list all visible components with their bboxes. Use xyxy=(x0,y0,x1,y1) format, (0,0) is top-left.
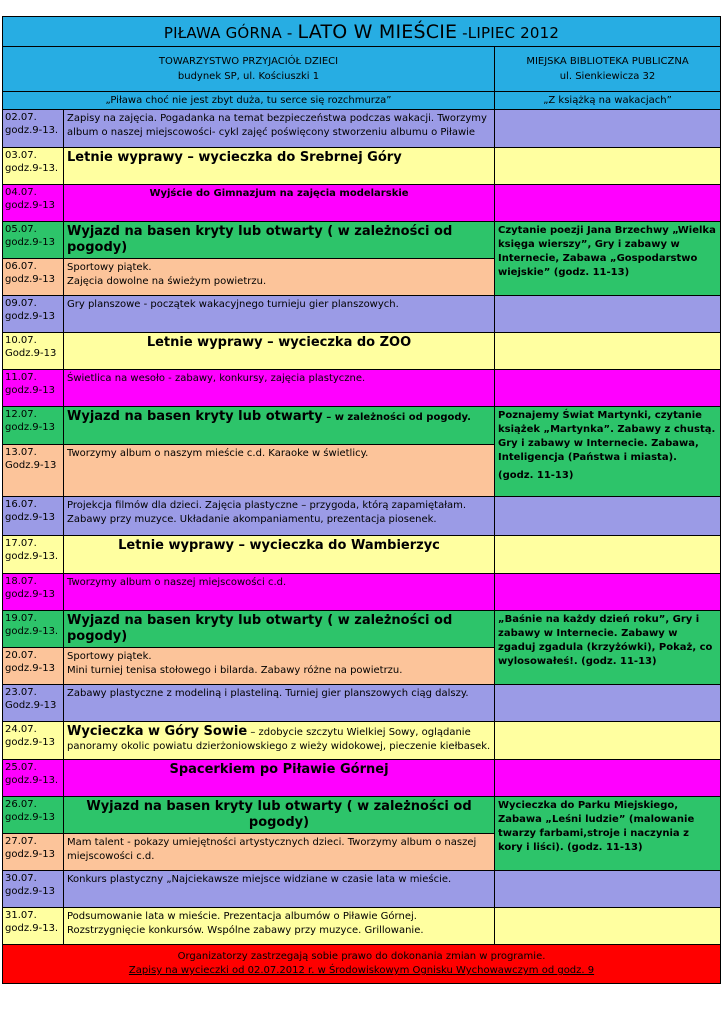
row-activity: Wycieczka w Góry Sowie – zdobycie szczytu Wielkiej Sowy, oglądanie panoramy okolic powiatu dzierżoniowskiego z wieży widokowej, pieczenie kiełbasek. xyxy=(64,722,495,760)
row-date: 27.07. godz.9-13 xyxy=(3,834,64,871)
row-date: 30.07. godz.9-13 xyxy=(3,871,64,908)
library-empty xyxy=(495,908,721,945)
library-empty xyxy=(495,871,721,908)
row-date: 23.07. Godz.9-13 xyxy=(3,685,64,722)
library-empty xyxy=(495,296,721,333)
row-activity: Świetlica na wesoło - zabawy, konkursy, zajęcia plastyczne. xyxy=(64,370,495,407)
library-empty xyxy=(495,148,721,185)
library-empty xyxy=(495,685,721,722)
row-date: 04.07. godz.9-13 xyxy=(3,185,64,222)
row-activity: Konkurs plastyczny „Najciekawsze miejsce widziane w czasie lata w mieście. xyxy=(64,871,495,908)
row-activity: Wyjazd na basen kryty lub otwarty ( w zależności od pogody) xyxy=(64,222,495,259)
row-date: 12.07. godz.9-13 xyxy=(3,407,64,445)
row-activity: Gry planszowe - początek wakacyjnego turnieju gier planszowych. xyxy=(64,296,495,333)
organizer-right-address: ul. Sienkiewicza 32 xyxy=(559,71,656,82)
row-date: 11.07. godz.9-13 xyxy=(3,370,64,407)
row-date: 02.07. godz.9-13. xyxy=(3,110,64,148)
schedule-table xyxy=(2,16,721,984)
motto-left: „Piława choć nie jest zbyt duża, tu serce się rozchmurza” xyxy=(3,92,495,110)
row-activity: Wyjazd na basen kryty lub otwarty ( w zależności od pogody) xyxy=(64,611,495,648)
library-empty xyxy=(495,333,721,370)
row-date: 18.07. godz.9-13 xyxy=(3,574,64,611)
schedule-sheet xyxy=(2,16,720,987)
row-activity: Podsumowanie lata w mieście. Prezentacja albumów o Piławie Górnej. Rozstrzygnięcie konkursów. Wspólne zabawy przy muzyce. Grillowanie. xyxy=(64,908,495,945)
row-date: 06.07. godz.9-13 xyxy=(3,259,64,296)
library-activity: Czytanie poezji Jana Brzechwy „Wielka księga wierszy”, Gry i zabawy w Internecie, Zabawa „Gospodarstwo wiejskie” (godz. 11-13) xyxy=(495,222,721,296)
title-part-3: -LIPIEC 2012 xyxy=(457,23,560,42)
row-activity: Zabawy plastyczne z modeliną i plasteliną. Turniej gier planszowych ciąg dalszy. xyxy=(64,685,495,722)
page-title xyxy=(3,17,721,47)
organizer-right xyxy=(495,47,721,92)
library-empty xyxy=(495,722,721,760)
organizer-left-name: TOWARZYSTWO PRZYJACIÓŁ DZIECI xyxy=(158,56,339,67)
library-empty xyxy=(495,110,721,148)
row-activity: Tworzymy album o naszym mieście c.d. Karaoke w świetlicy. xyxy=(64,445,495,497)
organizer-left xyxy=(3,47,495,92)
library-empty xyxy=(495,497,721,536)
row-date: 05.07. godz.9-13 xyxy=(3,222,64,259)
row-date: 09.07. godz.9-13 xyxy=(3,296,64,333)
library-empty xyxy=(495,760,721,797)
title-part-1: PIŁAWA GÓRNA - xyxy=(163,23,298,42)
row-date: 17.07. godz.9-13. xyxy=(3,536,64,574)
row-activity: Mam talent - pokazy umiejętności artystycznych dzieci. Tworzymy album o naszej miejscowości c.d. xyxy=(64,834,495,871)
title-part-2: LATO W MIEŚCIE xyxy=(297,20,458,43)
row-date: 03.07. godz.9-13. xyxy=(3,148,64,185)
library-activity: Wycieczka do Parku Miejskiego, Zabawa „Leśni ludzie” (malowanie twarzy farbami,stroje i naczynia z kory i liści). (godz. 11-13) xyxy=(495,797,721,871)
row-date: 26.07. godz.9-13 xyxy=(3,797,64,834)
library-activity: „Baśnie na każdy dzień roku”, Gry i zabawy w Internecie. Zabawy w zgaduj zgadula (krzyżówki), Pokaż, co wylosowałeś!. (godz. 11-13) xyxy=(495,611,721,685)
row-date: 16.07. godz.9-13 xyxy=(3,497,64,536)
row-activity: Sportowy piątek. Mini turniej tenisa stołowego i bilarda. Zabawy różne na powietrzu. xyxy=(64,648,495,685)
row-date: 10.07. Godz.9-13 xyxy=(3,333,64,370)
library-empty xyxy=(495,185,721,222)
footer-note xyxy=(3,945,721,984)
row-date: 13.07. Godz.9-13 xyxy=(3,445,64,497)
organizer-left-address: budynek SP, ul. Kościuszki 1 xyxy=(177,71,320,82)
row-activity: Wyjazd na basen kryty lub otwarty ( w zależności od pogody) xyxy=(64,797,495,834)
row-date: 20.07. godz.9-13 xyxy=(3,648,64,685)
row-activity: Letnie wyprawy – wycieczka do Srebrnej Góry xyxy=(64,148,495,185)
footer-registration: Zapisy na wycieczki od 02.07.2012 r. w Środowiskowym Ognisku Wychowawczym od godz. 9 xyxy=(128,965,595,976)
row-date: 31.07. godz.9-13. xyxy=(3,908,64,945)
library-empty xyxy=(495,370,721,407)
library-empty xyxy=(495,536,721,574)
row-date: 19.07. godz.9-13. xyxy=(3,611,64,648)
organizer-right-name: MIEJSKA BIBLIOTEKA PUBLICZNA xyxy=(526,56,689,67)
row-activity: Zapisy na zajęcia. Pogadanka na temat bezpieczeństwa podczas wakacji. Tworzymy album o naszej miejscowości- cykl zajęć poświęcony stworzeniu albumu o Piławie xyxy=(64,110,495,148)
row-activity: Sportowy piątek. Zajęcia dowolne na świeżym powietrzu. xyxy=(64,259,495,296)
library-empty xyxy=(495,574,721,611)
row-activity: Projekcja filmów dla dzieci. Zajęcia plastyczne – przygoda, którą zapamiętałam. Zabawy przy muzyce. Układanie akompaniamentu, prezentacja piosenek. xyxy=(64,497,495,536)
row-activity: Spacerkiem po Piławie Górnej xyxy=(64,760,495,797)
row-activity: Wyjście do Gimnazjum na zajęcia modelarskie xyxy=(64,185,495,222)
row-activity: Wyjazd na basen kryty lub otwarty – w zależności od pogody. xyxy=(64,407,495,445)
motto-right: „Z książką na wakacjach” xyxy=(495,92,721,110)
library-activity: Poznajemy Świat Martynki, czytanie książek „Martynka”. Zabawy z chustą. Gry i zabawy w Internecie. Zabawa, Inteligencja (Państwa i miasta). (godz. 11-13) xyxy=(495,407,721,497)
row-activity: Tworzymy album o naszej miejscowości c.d. xyxy=(64,574,495,611)
row-activity: Letnie wyprawy – wycieczka do ZOO xyxy=(64,333,495,370)
row-activity: Letnie wyprawy – wycieczka do Wambierzyc xyxy=(64,536,495,574)
row-date: 25.07. godz.9-13. xyxy=(3,760,64,797)
footer-disclaimer: Organizatorzy zastrzegają sobie prawo do dokonania zmian w programie. xyxy=(177,951,546,962)
row-date: 24.07. godz.9-13 xyxy=(3,722,64,760)
